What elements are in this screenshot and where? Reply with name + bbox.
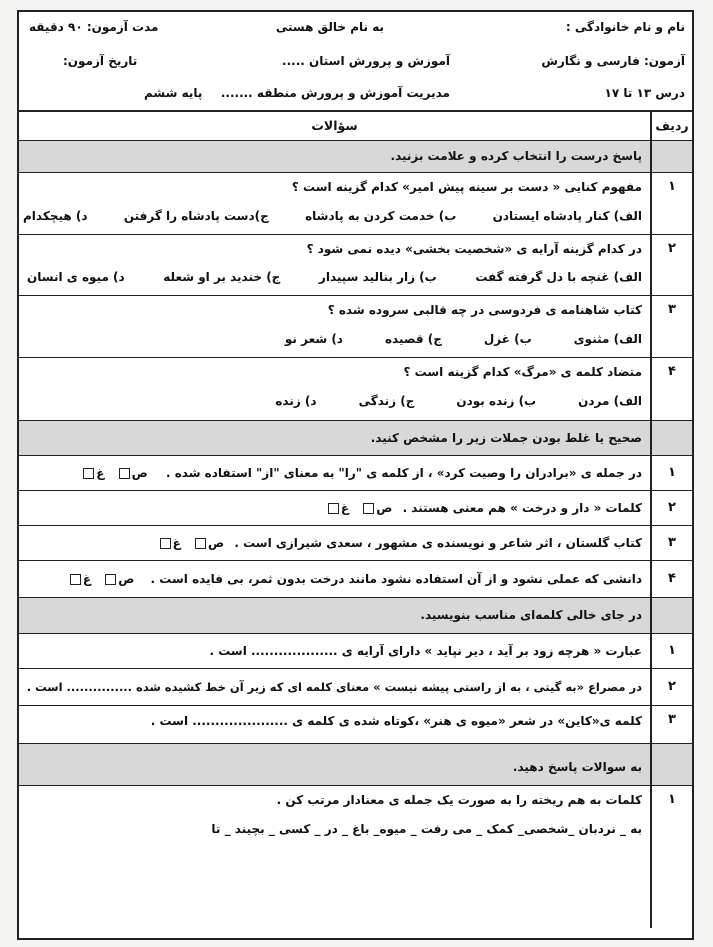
question-row — [19, 525, 692, 560]
question-text: مفهوم کنایی « دست بر سینه پیش امیر» کدام گزینه است ؟ — [291, 179, 642, 194]
false-checkbox[interactable] — [70, 574, 81, 585]
questions-table — [19, 112, 692, 928]
lesson-range: درس ۱۳ تا ۱۷ — [604, 86, 685, 100]
table-header-row — [19, 112, 692, 140]
option-a[interactable]: الف) مثنوی — [573, 331, 642, 346]
true-label: ص — [376, 500, 393, 515]
question-number: ۳ — [651, 525, 692, 560]
false-label: غ — [82, 571, 92, 586]
header-title: به نام خالق هستی — [275, 20, 384, 34]
question-text: در مصراع «به گیتی ، به از راستی پیشه نیست » معنای کلمه ای که زیر آن خط کشیده شده ............... است . — [19, 668, 651, 705]
options-row — [23, 331, 642, 347]
question-row — [19, 668, 692, 705]
exam-duration: مدت آزمون: ۹۰ دقیقه — [29, 20, 159, 34]
option-b[interactable]: ب) زار بنالید سپیدار — [318, 269, 437, 284]
question-row — [19, 172, 692, 234]
question-text: در جمله ی «برادران را وصیت کرد» ، از کلمه ی "را" به معنای "از" استفاده شده . — [165, 465, 642, 480]
section-instruction: صحیح یا غلط بودن جملات زیر را مشخص کنید. — [19, 420, 651, 455]
false-checkbox[interactable] — [83, 468, 94, 479]
false-label: غ — [96, 465, 105, 480]
question-text: کتاب گلستان ، اثر شاعر و نویسنده ی مشهور ، سعدی شیرازی است . — [234, 535, 642, 550]
true-checkbox[interactable] — [119, 468, 130, 479]
false-checkbox[interactable] — [160, 538, 171, 549]
question-number: ۱ — [651, 172, 692, 234]
section-instruction-row — [19, 743, 692, 785]
option-d[interactable]: د) شعر نو — [284, 331, 343, 346]
option-c[interactable]: ج) زندگی — [358, 393, 415, 408]
question-number: ۱ — [651, 455, 692, 490]
true-label: ص — [131, 465, 148, 480]
question-row — [19, 234, 692, 295]
true-option — [193, 536, 224, 550]
question-row — [19, 633, 692, 668]
question-text: متضاد کلمه ی «مرگ» کدام گزینه است ؟ — [403, 364, 642, 379]
exam-header — [19, 12, 692, 112]
option-c[interactable]: ج) قصیده — [384, 331, 442, 346]
question-row — [19, 785, 692, 928]
option-d[interactable]: د) میوه ی انسان — [27, 269, 125, 284]
scrambled-words: به _ نردبان _شخصی_ کمک _ می رفت _ میوه_ باغ _ در _ کسی _ بچیند _ تا — [211, 821, 642, 836]
option-d[interactable]: د) زنده — [275, 393, 317, 408]
section-instruction-row — [19, 420, 692, 455]
section-instruction: در جای خالی کلمه‌ای مناسب بنویسید. — [19, 597, 651, 633]
option-c[interactable]: ج)دست پادشاه را گرفتن — [123, 208, 269, 223]
true-option — [103, 572, 134, 586]
question-text: کلمه ی«کاین» در شعر «میوه ی هنر» ،کوتاه شده ی کلمه ی ..................... است . — [19, 705, 651, 743]
region-label: مدیریت آموزش و پرورش منطقه ....... — [220, 86, 450, 100]
options-row — [23, 269, 642, 285]
question-text: کتاب شاهنامه ی فردوسی در چه قالبی سروده شده ؟ — [327, 302, 642, 317]
options-row — [23, 393, 642, 409]
true-checkbox[interactable] — [195, 538, 206, 549]
question-row — [19, 705, 692, 743]
question-text: در کدام گزینه آرایه ی «شخصیت بخشی» دیده نمی شود ؟ — [306, 241, 642, 256]
option-b[interactable]: ب) خدمت کردن به پادشاه — [305, 208, 457, 223]
true-option — [361, 501, 392, 515]
question-number: ۲ — [651, 668, 692, 705]
question-row — [19, 295, 692, 357]
section-instruction: به سوالات پاسخ دهید. — [19, 743, 651, 785]
false-label: غ — [172, 535, 181, 550]
true-checkbox[interactable] — [105, 574, 116, 585]
option-a[interactable]: الف) مردن — [578, 393, 642, 408]
questions-column-header: سؤالات — [311, 118, 358, 134]
false-option — [326, 501, 349, 515]
question-row — [19, 455, 692, 490]
option-b[interactable]: ب) زنده بودن — [456, 393, 537, 408]
false-option — [158, 536, 181, 550]
section-instruction: پاسخ درست را انتخاب کرده و علامت بزنید. — [19, 140, 651, 172]
options-row — [23, 208, 642, 224]
question-text: دانشی که عملی نشود و از آن استفاده نشود مانند درخت بدون ثمر، بی فایده است . — [150, 571, 642, 586]
true-option — [117, 466, 148, 480]
question-number: ۲ — [651, 490, 692, 525]
true-checkbox[interactable] — [363, 503, 374, 514]
question-text: عبارت « هرچه زود بر آید ، دیر نپاید » دارای آرایه ی ................... است . — [19, 633, 651, 668]
section-instruction-row — [19, 597, 692, 633]
exam-subject: آزمون: فارسی و نگارش — [541, 54, 685, 68]
false-option — [68, 572, 91, 586]
option-b[interactable]: ب) غزل — [483, 331, 532, 346]
row-column-header: ردیف — [651, 112, 692, 140]
true-label: ص — [118, 571, 135, 586]
option-a[interactable]: الف) کنار پادشاه ایستادن — [492, 208, 642, 223]
false-label: غ — [340, 500, 350, 515]
question-number: ۲ — [651, 234, 692, 295]
question-number: ۱ — [651, 633, 692, 668]
option-d[interactable]: د) هیچکدام — [23, 208, 88, 223]
exam-date-label: تاریخ آزمون: — [63, 54, 138, 68]
question-number: ۳ — [651, 705, 692, 743]
question-row — [19, 560, 692, 597]
province-label: آموزش و پرورش استان ..... — [282, 54, 450, 68]
question-number: ۱ — [651, 785, 692, 928]
question-number: ۴ — [651, 357, 692, 420]
question-row — [19, 357, 692, 420]
question-text: کلمات « دار و درخت » هم معنی هستند . — [402, 500, 642, 515]
question-text: کلمات به هم ریخته را به صورت یک جمله ی معنادار مرتب کن . — [276, 792, 642, 807]
exam-sheet — [17, 10, 694, 940]
section-instruction-row — [19, 140, 692, 172]
false-option — [81, 466, 104, 480]
true-label: ص — [208, 535, 225, 550]
student-name-label: نام و نام خانوادگی : — [565, 20, 685, 34]
question-row — [19, 490, 692, 525]
grade-label: پایه ششم — [144, 86, 203, 100]
question-number: ۴ — [651, 560, 692, 597]
false-checkbox[interactable] — [328, 503, 339, 514]
option-a[interactable]: الف) غنچه با دل گرفته گفت — [475, 269, 642, 284]
question-number: ۳ — [651, 295, 692, 357]
option-c[interactable]: ج) خندید بر او شعله — [163, 269, 281, 284]
